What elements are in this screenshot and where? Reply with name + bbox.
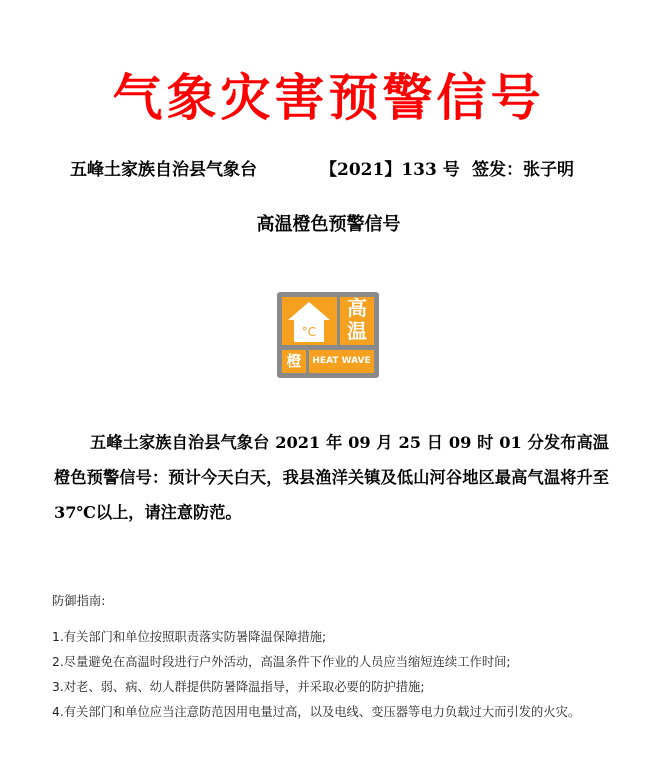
signal-title: 高温橙色预警信号 xyxy=(256,214,401,235)
guide-item: 3.对老、弱、病、幼人群提供防暑降温指导，并采取必要的防护措施; xyxy=(52,680,425,694)
issuing-office: 五峰土家族自治县气象台 xyxy=(70,160,257,180)
guide-item: 4.有关部门和单位应当注意防范因用电量过高，以及电线、变压器等电力负载过大而引发的火灾。 xyxy=(52,705,581,719)
badge-level: 橙 xyxy=(282,350,306,373)
guide-list xyxy=(52,625,612,725)
badge-heat-wave-label: HEAT WAVE xyxy=(309,350,374,373)
defense-guide xyxy=(52,590,612,725)
house-thermometer-icon xyxy=(286,300,332,344)
warning-headline: 气象灾害预警信号 xyxy=(112,68,545,127)
temperature-symbol: °C xyxy=(301,325,317,339)
badge-char-temp: 温 xyxy=(347,319,367,343)
document-number: 【2021】133 号 xyxy=(320,160,460,180)
badge-icon-cell xyxy=(282,297,337,345)
badge-text-cell xyxy=(340,297,374,345)
badge-char-high: 高 xyxy=(347,296,367,320)
guide-item: 2.尽量避免在高温时段进行户外活动，高温条件下作业的人员应当缩短连续工作时间; xyxy=(52,655,511,669)
warning-body: 五峰土家族自治县气象台 2021 年 09 月 25 日 09 时 01 分发布高温橙色预警信号：预计今天白天，我县渔洋关镇及低山河谷地区最高气温将升至 37℃以上，请注意防范。 xyxy=(54,433,609,522)
guide-title: 防御指南: xyxy=(52,594,106,608)
heat-wave-orange-badge xyxy=(277,292,379,378)
signer: 签发：张子明 xyxy=(472,160,574,180)
guide-item: 1.有关部门和单位按照职责落实防暑降温保障措施; xyxy=(52,630,327,644)
issuing-info xyxy=(70,155,600,185)
